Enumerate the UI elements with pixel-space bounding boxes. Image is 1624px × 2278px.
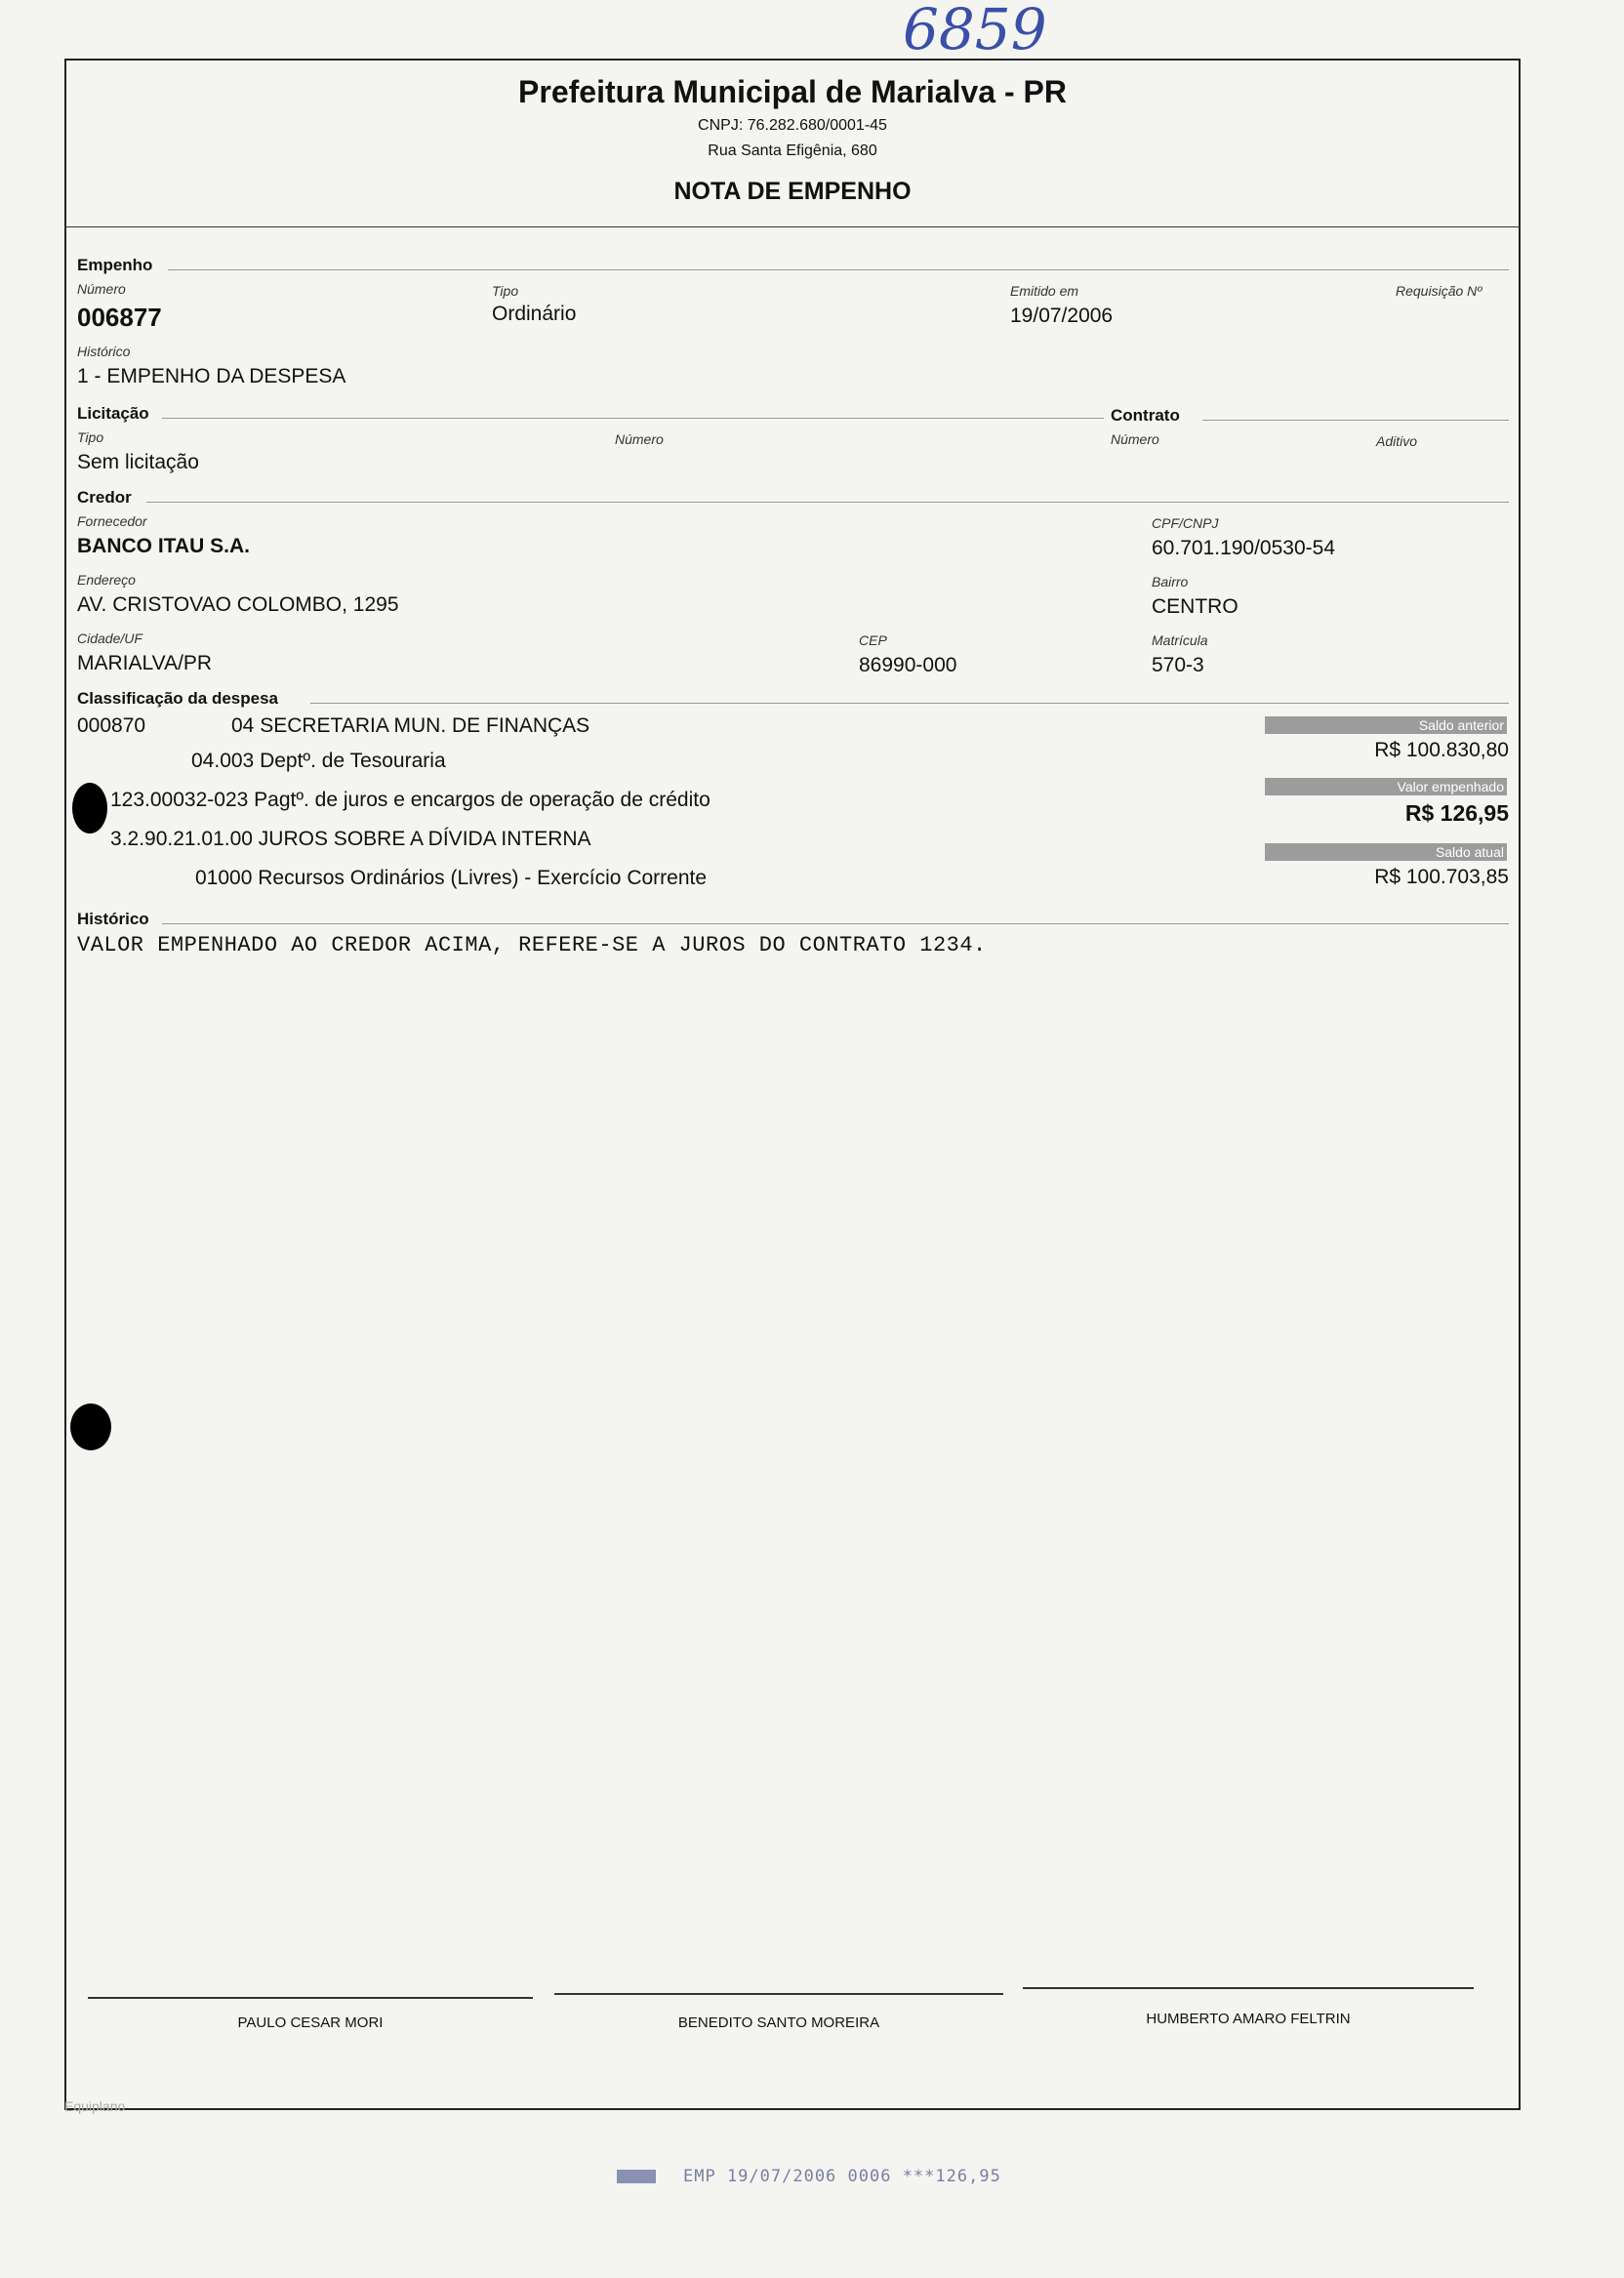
emitido-label: Emitido em	[1010, 283, 1079, 299]
section-historico-rule	[162, 923, 1509, 924]
licitacao-tipo-label: Tipo	[77, 429, 104, 445]
cpf-cnpj-label: CPF/CNPJ	[1152, 515, 1219, 531]
section-credor: Credor	[77, 488, 132, 507]
section-licitacao-rule	[162, 418, 1104, 419]
saldo-atual-label: Saldo atual	[1265, 843, 1507, 861]
contrato-aditivo-label: Aditivo	[1376, 433, 1418, 449]
classificacao-elemento: 3.2.90.21.01.00 JUROS SOBRE A DÍVIDA INTERNA	[110, 828, 591, 850]
cpf-cnpj-value: 60.701.190/0530-54	[1152, 537, 1336, 559]
punch-hole-middle	[70, 1403, 111, 1450]
saldo-anterior-value: R$ 100.830,80	[1374, 739, 1509, 761]
classificacao-recurso: 01000 Recursos Ordinários (Livres) - Exercício Corrente	[195, 867, 708, 889]
valor-empenhado-label: Valor empenhado	[1265, 778, 1507, 795]
saldo-atual-value: R$ 100.703,85	[1374, 866, 1509, 888]
historico-text: VALOR EMPENHADO AO CREDOR ACIMA, REFERE-SE A JUROS DO CONTRATO 1234.	[77, 933, 987, 957]
cep-value: 86990-000	[859, 654, 957, 676]
cidade-label: Cidade/UF	[77, 631, 142, 646]
matricula-value: 570-3	[1152, 654, 1204, 676]
stamp-logo	[617, 2170, 656, 2183]
signature-line-2	[554, 1993, 1003, 1995]
empenho-numero: 006877	[77, 303, 162, 332]
cidade-value: MARIALVA/PR	[77, 652, 213, 674]
signature-name-1: PAULO CESAR MORI	[237, 2014, 384, 2031]
licitacao-tipo: Sem licitação	[77, 451, 199, 473]
classificacao-code: 000870	[77, 714, 146, 737]
stamp-text: EMP 19/07/2006 0006 ***126,95	[683, 2167, 1001, 2186]
section-contrato: Contrato	[1111, 406, 1180, 425]
header-address: Rua Santa Efigênia, 680	[708, 142, 877, 159]
endereco-value: AV. CRISTOVAO COLOMBO, 1295	[77, 593, 399, 616]
section-empenho-rule	[168, 269, 1509, 270]
section-licitacao: Licitação	[77, 404, 149, 423]
classificacao-unidade: 04.003 Deptº. de Tesouraria	[191, 750, 446, 772]
section-classificacao: Classificação da despesa	[77, 689, 279, 708]
requisicao-label: Requisição Nº	[1396, 283, 1482, 299]
section-credor-rule	[146, 502, 1509, 503]
fornecedor-name: BANCO ITAU S.A.	[77, 535, 250, 557]
cep-label: CEP	[859, 632, 887, 648]
saldo-anterior-label: Saldo anterior	[1265, 716, 1507, 734]
bairro-value: CENTRO	[1152, 595, 1238, 618]
signature-name-2: BENEDITO SANTO MOREIRA	[677, 2014, 880, 2031]
footer-brand: Equiplano	[64, 2098, 126, 2114]
handwritten-page-number: 6859	[903, 0, 1047, 62]
section-historico: Histórico	[77, 910, 149, 928]
signature-line-3	[1023, 1987, 1474, 1989]
empenho-tipo-label: Tipo	[492, 283, 519, 299]
valor-empenhado-value: R$ 126,95	[1404, 800, 1509, 826]
section-classificacao-rule	[310, 703, 1509, 704]
signature-name-3: HUMBERTO AMARO FELTRIN	[1146, 2011, 1351, 2027]
section-empenho: Empenho	[77, 256, 153, 274]
contrato-numero-label: Número	[1111, 431, 1159, 447]
licitacao-numero-label: Número	[615, 431, 664, 447]
section-contrato-rule	[1202, 420, 1509, 421]
validation-stamp	[617, 2167, 1001, 2186]
bairro-label: Bairro	[1152, 574, 1189, 590]
classificacao-orgao: 04 SECRETARIA MUN. DE FINANÇAS	[231, 714, 590, 737]
fornecedor-label: Fornecedor	[77, 513, 147, 529]
classificacao-funcional: 123.00032-023 Pagtº. de juros e encargos de operação de crédito	[110, 789, 710, 811]
document-title: NOTA DE EMPENHO	[673, 178, 912, 205]
empenho-historico: 1 - EMPENHO DA DESPESA	[77, 365, 346, 387]
matricula-label: Matrícula	[1152, 632, 1208, 648]
header-cnpj: CNPJ: 76.282.680/0001-45	[698, 117, 887, 134]
empenho-historico-label: Histórico	[77, 344, 131, 359]
page-title: Prefeitura Municipal de Marialva - PR	[518, 74, 1067, 109]
endereco-label: Endereço	[77, 572, 136, 588]
emitido-date: 19/07/2006	[1010, 305, 1114, 327]
header-divider	[64, 226, 1521, 227]
punch-hole-top	[72, 783, 107, 834]
signature-line-1	[88, 1997, 533, 1999]
empenho-tipo: Ordinário	[492, 303, 577, 325]
empenho-numero-label: Número	[77, 281, 126, 297]
